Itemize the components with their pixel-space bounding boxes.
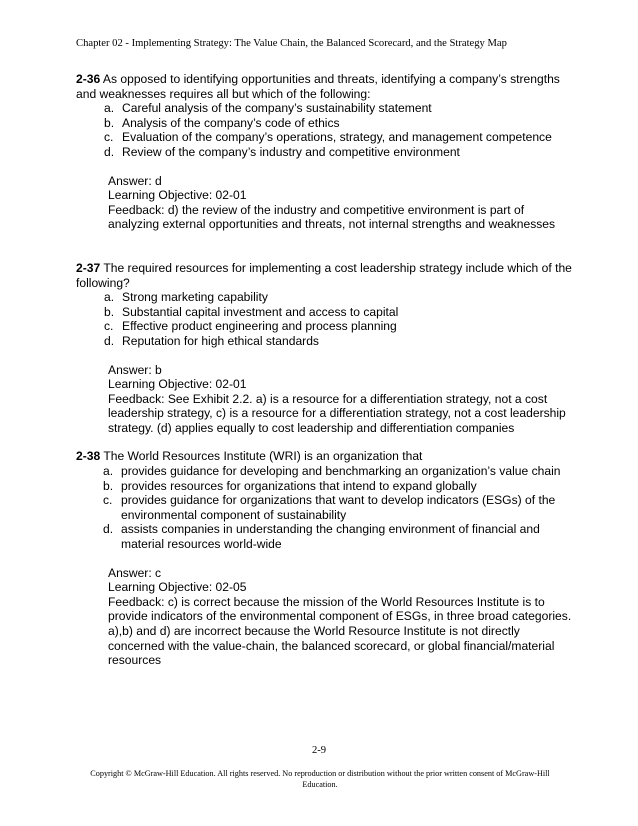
option-letter: b. bbox=[104, 304, 115, 319]
learning-objective: Learning Objective: 02-01 bbox=[108, 188, 247, 203]
question-stem: As opposed to identifying opportunities and threats, identifying a company’s strengths and weaknesses requires all but which of the following: bbox=[76, 72, 560, 101]
option-item bbox=[76, 145, 576, 160]
question-block bbox=[76, 72, 576, 232]
question-number: 2-36 bbox=[76, 72, 101, 86]
option-item bbox=[76, 479, 576, 494]
option-item bbox=[76, 319, 576, 334]
page-content bbox=[76, 72, 576, 668]
option-text: Reputation for high ethical standards bbox=[122, 333, 319, 348]
answer-line: Answer: b bbox=[108, 362, 162, 377]
learning-objective: Learning Objective: 02-05 bbox=[108, 580, 247, 595]
option-letter: c. bbox=[104, 130, 114, 145]
option-item bbox=[76, 305, 576, 320]
option-item bbox=[76, 101, 576, 116]
option-text: provides resources for organizations that intend to expand globally bbox=[121, 478, 477, 493]
copyright-notice: Copyright © McGraw-Hill Education. All rights reserved. No reproduction or distribution without the prior written consent of McGraw-Hill Education. bbox=[90, 769, 550, 789]
answer-block bbox=[108, 363, 576, 436]
option-item bbox=[76, 464, 576, 479]
page-header: Chapter 02 - Implementing Strategy: The Value Chain, the Balanced Scorecard, and the Strategy Map bbox=[76, 38, 507, 49]
option-letter: c. bbox=[103, 493, 113, 508]
feedback-text: Feedback: d) the review of the industry and competitive environment is part of analyzing external opportunities and threats, not internal strengths and weaknesses bbox=[108, 202, 556, 232]
option-letter: d. bbox=[104, 333, 115, 348]
option-item bbox=[76, 522, 576, 551]
option-text: Evaluation of the company’s operations, strategy, and management competence bbox=[122, 130, 552, 145]
option-text: provides guidance for developing and benchmarking an organization’s value chain bbox=[121, 464, 561, 479]
answer-line: Answer: c bbox=[108, 565, 162, 580]
question-block bbox=[76, 261, 576, 436]
option-item bbox=[76, 116, 576, 131]
option-letter: b. bbox=[103, 478, 114, 493]
feedback-text: Feedback: c) is correct because the mission of the World Resources Institute is to provide indicators of the environmental component of ESGs, in three broad categories. a),b) and d) are incorrect because the World Resource Institute is not directly concerned with the value-chain, the balanced scorecard, or global financial/material resources bbox=[108, 594, 572, 668]
option-item bbox=[76, 334, 576, 349]
question-text bbox=[76, 261, 576, 290]
question-stem: The World Resources Institute (WRI) is an organization that bbox=[100, 449, 423, 464]
option-text: Substantial capital investment and access to capital bbox=[122, 304, 399, 319]
option-text: Analysis of the company’s code of ethics bbox=[122, 115, 340, 130]
learning-objective: Learning Objective: 02-01 bbox=[108, 377, 247, 392]
answer-line: Answer: d bbox=[108, 173, 162, 188]
options-list bbox=[76, 101, 576, 159]
question-text bbox=[76, 449, 576, 464]
feedback-text: Feedback: See Exhibit 2.2. a) is a resource for a differentiation strategy, not a cost leadership strategy, c) is a resource for a differentiation strategy, not a cost leadership strategy. (d) applies equally to cost leadership and differentiation companies bbox=[108, 391, 566, 435]
option-letter: a. bbox=[104, 101, 115, 116]
option-text: Strong marketing capability bbox=[122, 290, 268, 305]
question-stem: The required resources for implementing a cost leadership strategy include which of the following? bbox=[76, 260, 572, 290]
option-text: Careful analysis of the company’s sustainability statement bbox=[122, 101, 432, 116]
answer-block bbox=[108, 174, 576, 232]
option-letter: b. bbox=[104, 115, 115, 130]
option-letter: a. bbox=[104, 290, 115, 305]
question-text bbox=[76, 72, 576, 101]
question-number: 2-38 bbox=[76, 449, 101, 464]
question-block bbox=[76, 449, 576, 667]
page-number: 2-9 bbox=[311, 745, 327, 756]
option-item bbox=[76, 493, 576, 522]
options-list bbox=[76, 290, 576, 348]
option-text: assists companies in understanding the changing environment of financial and material resources world-wide bbox=[121, 522, 540, 552]
question-number: 2-37 bbox=[76, 260, 101, 275]
option-letter: d. bbox=[103, 522, 114, 537]
option-letter: c. bbox=[104, 319, 114, 334]
answer-block bbox=[108, 566, 576, 668]
option-text: Review of the company’s industry and competitive environment bbox=[122, 144, 460, 159]
option-letter: d. bbox=[104, 144, 115, 159]
options-list bbox=[76, 464, 576, 552]
option-text: Effective product engineering and process planning bbox=[122, 319, 397, 334]
option-item bbox=[76, 130, 576, 145]
option-letter: a. bbox=[103, 464, 114, 479]
option-item bbox=[76, 290, 576, 305]
option-text: provides guidance for organizations that want to develop indicators (ESGs) of the environmental component of sustainability bbox=[121, 493, 556, 522]
